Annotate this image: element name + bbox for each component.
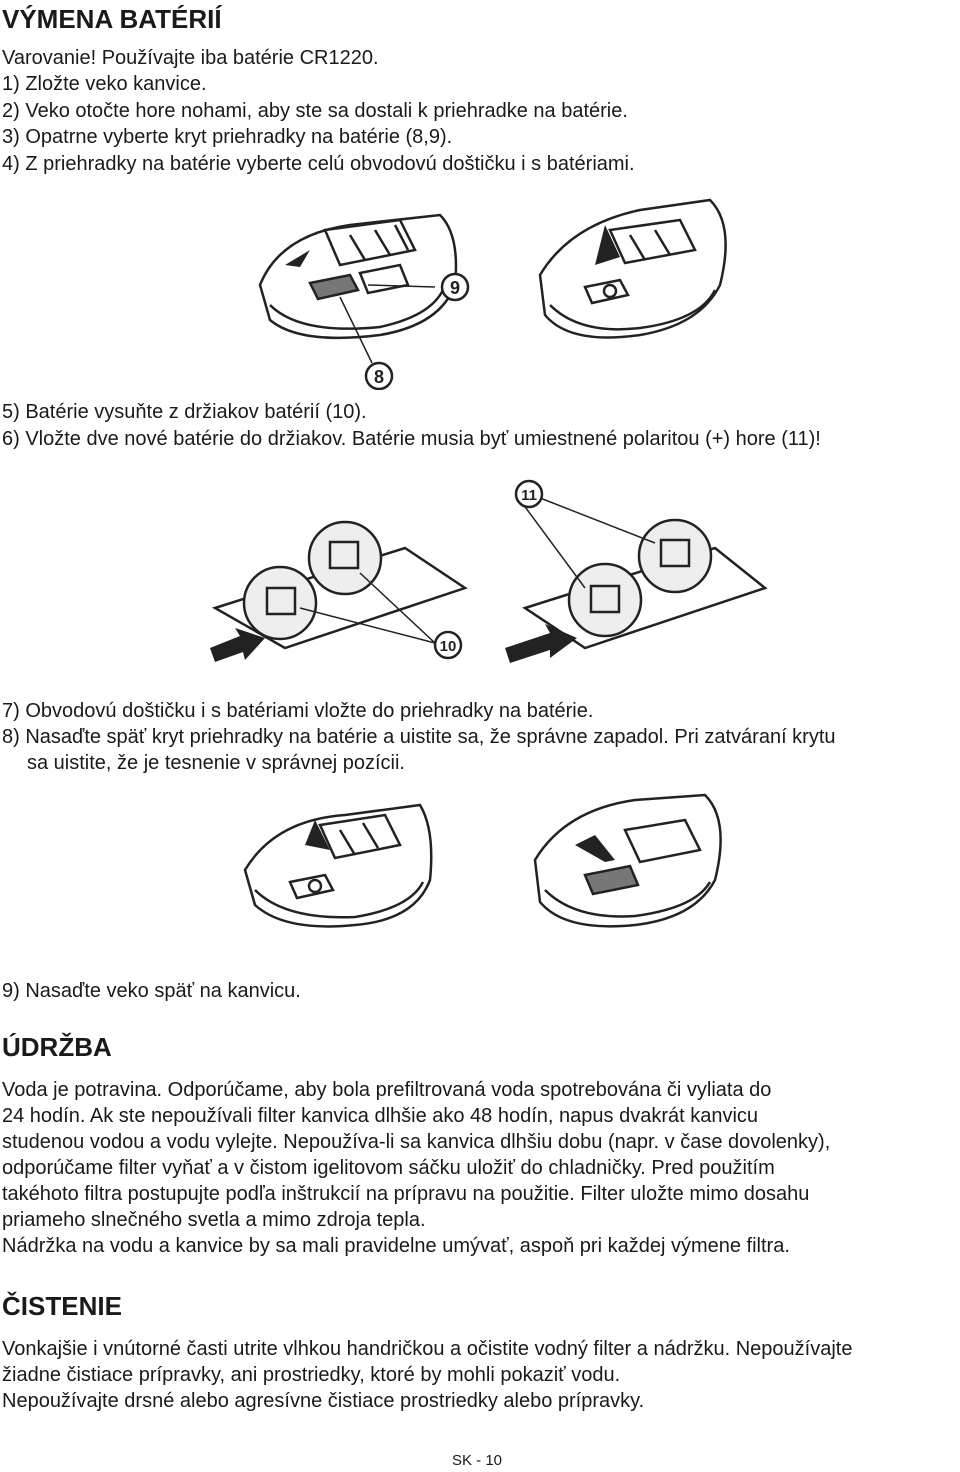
figure-battery-boards: [205, 478, 770, 668]
text-line: priameho slnečného svetla a mimo zdroja tepla.: [2, 1209, 426, 1231]
battery-heading: VÝMENA BATÉRIÍ: [2, 4, 222, 34]
cleaning-heading: ČISTENIE: [2, 1291, 122, 1321]
page-number: SK - 10: [452, 1452, 503, 1469]
text-line: 2) Veko otočte hore nohami, aby ste sa dostali k priehradke na batérie.: [2, 100, 628, 122]
text-line: sa uistite, že je tesnenie v správnej pozícii.: [27, 752, 405, 774]
text-line: 9) Nasaďte veko späť na kanvicu.: [2, 980, 301, 1002]
text-line: takéhoto filtra postupujte podľa inštrukcií na prípravu na použitie. Filter uložte mimo dosahu: [2, 1183, 810, 1205]
text-line: 5) Batérie vysuňte z držiakov batérií (10).: [2, 401, 367, 423]
figure-remove-cover: [240, 195, 740, 390]
text-line: 3) Opatrne vyberte kryt priehradky na batérie (8,9).: [2, 126, 453, 148]
callout-9: 9: [449, 278, 461, 298]
text-line: Nepoužívajte drsné alebo agresívne čistiace prostriedky alebo prípravky.: [2, 1390, 645, 1412]
text-line: studenou vodou a vodu vylejte. Nepoužíva-li sa kanvica dlhšiu dobu (napr. v čase dovolenky),: [2, 1131, 831, 1153]
text-line: 8) Nasaďte späť kryt priehradky na batérie a uistite sa, že správne zapadol. Pri zatváraní krytu: [2, 726, 836, 748]
text-line: 4) Z priehradky na batérie vyberte celú obvodovú doštičku i s batériami.: [2, 153, 635, 175]
callout-10: 10: [439, 638, 457, 655]
text-line: 1) Zložte veko kanvice.: [2, 73, 207, 95]
maintenance-heading: ÚDRŽBA: [2, 1032, 112, 1062]
figure-reinsert-cover: [235, 790, 735, 950]
text-line: Varovanie! Používajte iba batérie CR1220.: [2, 47, 379, 69]
text-line: žiadne čistiace prípravky, ani prostriedky, ktoré by mohli pokaziť vodu.: [2, 1364, 621, 1386]
callout-11: 11: [521, 487, 537, 504]
callout-8: 8: [373, 367, 385, 387]
text-line: Vonkajšie i vnútorné časti utrite vlhkou handričkou a očistite vodný filter a nádržku. Nepoužívajte: [2, 1338, 853, 1360]
text-line: 7) Obvodovú doštičku i s batériami vložte do priehradky na batérie.: [2, 700, 594, 722]
text-line: 24 hodín. Ak ste nepoužívali filter kanvica dlhšie ako 48 hodín, napus dvakrát kanvicu: [2, 1105, 759, 1127]
text-line: odporúčame filter vyňať a v čistom igelitovom sáčku uložiť do chladničky. Pred použitím: [2, 1157, 775, 1179]
text-line: Nádržka na vodu a kanvice by sa mali pravidelne umývať, aspoň pri každej výmene filtra.: [2, 1235, 790, 1257]
text-line: Voda je potravina. Odporúčame, aby bola prefiltrovaná voda spotrebována či vyliata do: [2, 1079, 772, 1101]
text-line: 6) Vložte dve nové batérie do držiakov. Batérie musia byť umiestnené polaritou (+) hore (11)!: [2, 428, 821, 450]
